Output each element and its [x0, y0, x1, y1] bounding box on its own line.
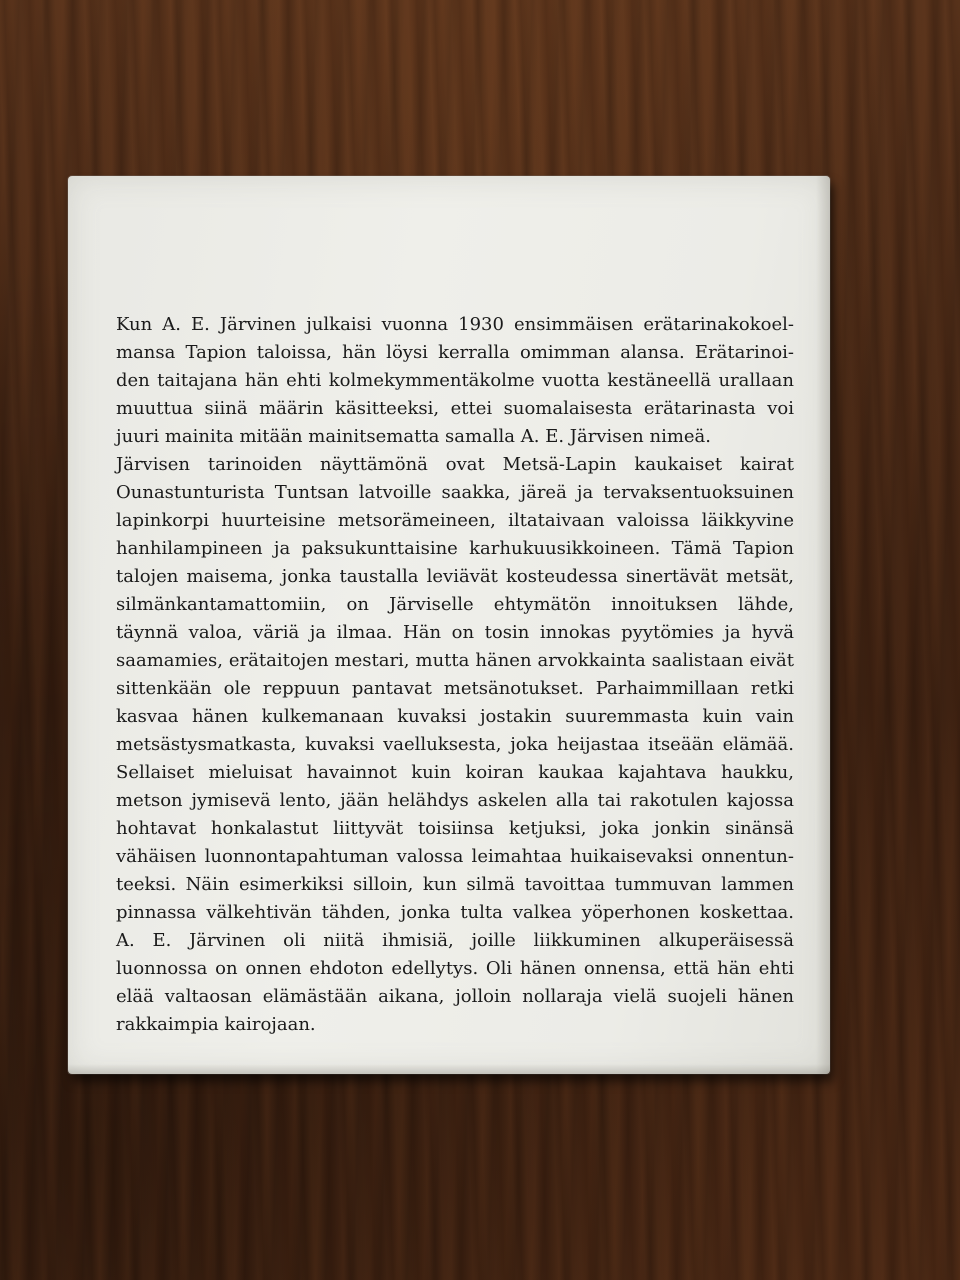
blurb-line: silmänkantamattomiin, on Järviselle ehtymätön innoituksen lähde, [116, 594, 794, 615]
blurb-line: A. E. Järvinen oli niitä ihmisiä, joille liikkuminen alkuperäisessä [116, 930, 794, 951]
blurb-line: hanhilampineen ja paksukunttaisine karhukuusikkoineen. Tämä Tapion [116, 538, 794, 559]
blurb-line: sittenkään ole reppuun pantavat metsänotukset. Parhaimmillaan retki [116, 678, 794, 699]
blurb-line: Kun A. E. Järvinen julkaisi vuonna 1930 ensimmäisen erätarinakokoel- [116, 314, 794, 335]
blurb-line: pinnassa välkehtivän tähden, jonka tulta valkea yöperhonen koskettaa. [116, 902, 794, 923]
blurb-line: elää valtaosan elämästään aikana, jolloin nollaraja vielä suojeli hänen [116, 986, 794, 1007]
blurb-line: metsästysmatkasta, kuvaksi vaelluksesta, joka heijastaa itseään elämää. [116, 734, 794, 755]
blurb-line: talojen maisema, jonka taustalla leviävät kosteudessa sinertävät metsät, [116, 566, 794, 587]
blurb-line: den taitajana hän ehti kolmekymmentäkolme vuotta kestäneellä urallaan [116, 370, 794, 391]
blurb-line: kasvaa hänen kulkemanaan kuvaksi jostakin suuremmasta kuin vain [116, 706, 794, 727]
blurb-line: Järvisen tarinoiden näyttämönä ovat Metsä-Lapin kaukaiset kairat [116, 454, 794, 475]
blurb-line: Ounastunturista Tuntsan latvoille saakka, järeä ja tervaksentuoksuinen [116, 482, 794, 503]
blurb-line: Sellaiset mieluisat havainnot kuin koiran kaukaa kajahtava haukku, [116, 762, 794, 783]
book-bottom-edge [68, 1064, 830, 1074]
back-cover-blurb [116, 311, 794, 1039]
blurb-line: muuttua siinä määrin käsitteeksi, ettei suomalaisesta erätarinasta voi [116, 398, 794, 419]
book-back-cover [68, 176, 830, 1074]
blurb-line: teeksi. Näin esimerkiksi silloin, kun silmä tavoittaa tummuvan lammen [116, 874, 794, 895]
blurb-line: luonnossa on onnen ehdoton edellytys. Oli hänen onnensa, että hän ehti [116, 958, 794, 979]
blurb-line: lapinkorpi huurteisine metsorämeineen, iltataivaan valoissa läikkyvine [116, 510, 794, 531]
blurb-line: mansa Tapion taloissa, hän löysi kerralla omimman alansa. Erätarinoi- [116, 342, 794, 363]
blurb-line: vähäisen luonnontapahtuman valossa leimahtaa huikaisevaksi onnentun- [116, 846, 794, 867]
blurb-line: rakkaimpia kairojaan. [116, 1014, 316, 1035]
blurb-line: saamamies, erätaitojen mestari, mutta hänen arvokkainta saalistaan eivät [116, 650, 794, 671]
blurb-line: juuri mainita mitään mainitsematta samalla A. E. Järvisen nimeä. [116, 426, 711, 447]
blurb-line: täynnä valoa, väriä ja ilmaa. Hän on tosin innokas pyytömies ja hyvä [116, 622, 794, 643]
blurb-line: metson jymisevä lento, jään helähdys askelen alla tai rakotulen kajossa [116, 790, 794, 811]
book-right-edge [816, 176, 830, 1074]
blurb-line: hohtavat honkalastut liittyvät toisiinsa ketjuksi, joka jonkin sinänsä [116, 818, 794, 839]
